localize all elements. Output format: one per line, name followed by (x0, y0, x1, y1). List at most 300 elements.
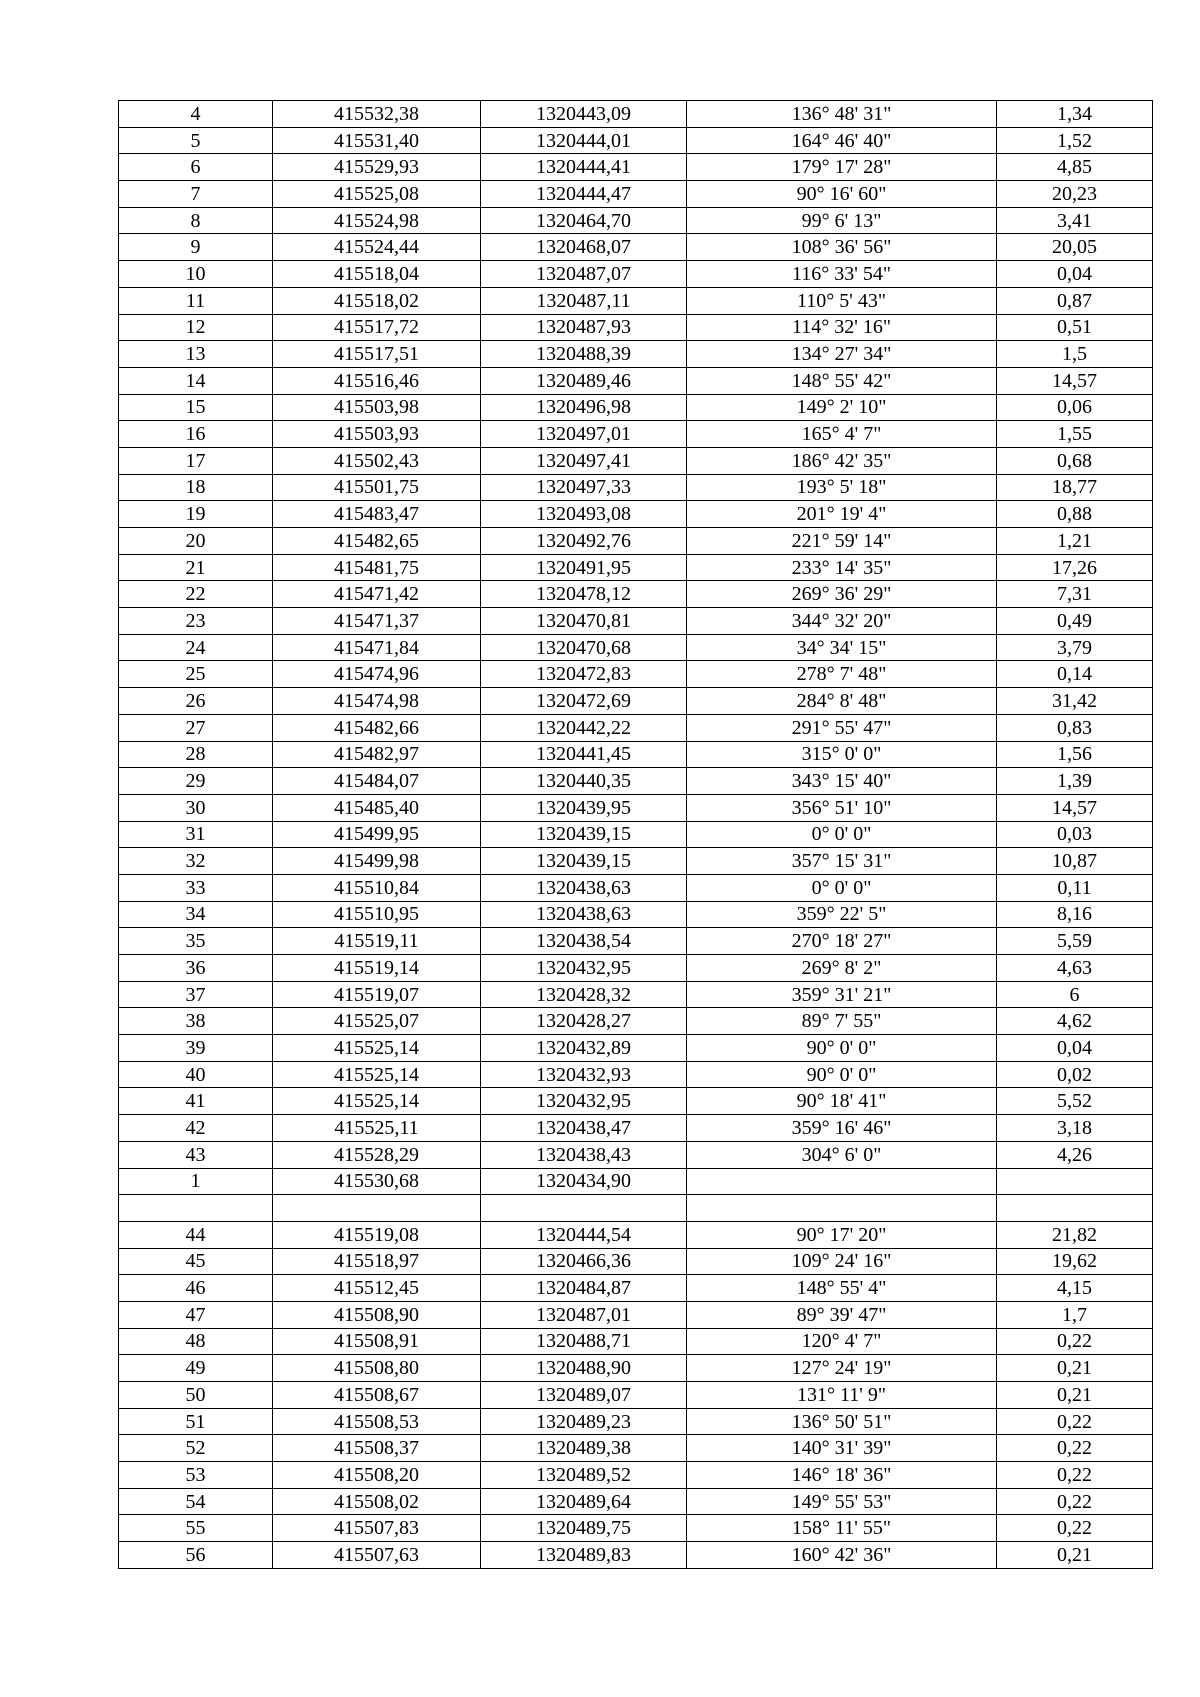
direction-angle-cell: 359° 22' 5" (687, 901, 997, 928)
table-row (119, 341, 1153, 368)
distance-cell: 8,16 (997, 901, 1153, 928)
distance-cell: 5,52 (997, 1088, 1153, 1115)
direction-angle-cell: 160° 42' 36" (687, 1542, 997, 1569)
direction-angle-cell: 89° 39' 47" (687, 1301, 997, 1328)
point-number-cell: 32 (119, 848, 273, 875)
point-number-cell: 16 (119, 421, 273, 448)
point-number-cell: 28 (119, 741, 273, 768)
point-number-cell: 26 (119, 688, 273, 715)
distance-cell: 0,02 (997, 1061, 1153, 1088)
y-coordinate-cell: 1320489,07 (481, 1382, 687, 1409)
table-row (119, 261, 1153, 288)
table-row (119, 1275, 1153, 1302)
point-number-cell: 52 (119, 1435, 273, 1462)
x-coordinate-cell: 415532,38 (273, 101, 481, 128)
x-coordinate-cell: 415508,91 (273, 1328, 481, 1355)
y-coordinate-cell: 1320428,27 (481, 1008, 687, 1035)
point-number-cell: 11 (119, 287, 273, 314)
x-coordinate-cell: 415508,02 (273, 1488, 481, 1515)
x-coordinate-cell: 415502,43 (273, 447, 481, 474)
direction-angle-cell: 90° 0' 0" (687, 1061, 997, 1088)
y-coordinate-cell: 1320432,93 (481, 1061, 687, 1088)
direction-angle-cell: 114° 32' 16" (687, 314, 997, 341)
coordinates-table-body (119, 101, 1153, 1569)
table-row (119, 581, 1153, 608)
point-number-cell: 49 (119, 1355, 273, 1382)
direction-angle-cell: 158° 11' 55" (687, 1515, 997, 1542)
direction-angle-cell: 278° 7' 48" (687, 661, 997, 688)
direction-angle-cell: 90° 17' 20" (687, 1221, 997, 1248)
table-row (119, 1008, 1153, 1035)
table-row (119, 1088, 1153, 1115)
x-coordinate-cell: 415519,14 (273, 955, 481, 982)
table-row (119, 688, 1153, 715)
x-coordinate-cell: 415471,84 (273, 634, 481, 661)
direction-angle-cell: 344° 32' 20" (687, 608, 997, 635)
y-coordinate-cell: 1320432,95 (481, 955, 687, 982)
y-coordinate-cell: 1320438,43 (481, 1141, 687, 1168)
point-number-cell: 17 (119, 447, 273, 474)
x-coordinate-cell: 415508,53 (273, 1408, 481, 1435)
direction-angle-cell: 269° 36' 29" (687, 581, 997, 608)
direction-angle-cell: 89° 7' 55" (687, 1008, 997, 1035)
table-row (119, 1141, 1153, 1168)
y-coordinate-cell: 1320444,01 (481, 127, 687, 154)
distance-cell: 0,11 (997, 874, 1153, 901)
y-coordinate-cell: 1320464,70 (481, 207, 687, 234)
direction-angle-cell: 284° 8' 48" (687, 688, 997, 715)
y-coordinate-cell: 1320432,89 (481, 1035, 687, 1062)
point-number-cell: 36 (119, 955, 273, 982)
x-coordinate-cell: 415508,67 (273, 1382, 481, 1409)
y-coordinate-cell: 1320496,98 (481, 394, 687, 421)
x-coordinate-cell: 415484,07 (273, 768, 481, 795)
distance-cell: 5,59 (997, 928, 1153, 955)
y-coordinate-cell: 1320488,39 (481, 341, 687, 368)
point-number-cell: 7 (119, 181, 273, 208)
table-row (119, 1061, 1153, 1088)
y-coordinate-cell: 1320487,01 (481, 1301, 687, 1328)
point-number-cell: 8 (119, 207, 273, 234)
x-coordinate-cell (273, 1195, 481, 1222)
table-row (119, 768, 1153, 795)
x-coordinate-cell: 415524,98 (273, 207, 481, 234)
direction-angle-cell: 127° 24' 19" (687, 1355, 997, 1382)
point-number-cell: 22 (119, 581, 273, 608)
y-coordinate-cell: 1320487,11 (481, 287, 687, 314)
y-coordinate-cell: 1320489,52 (481, 1462, 687, 1489)
x-coordinate-cell: 415482,97 (273, 741, 481, 768)
table-row (119, 474, 1153, 501)
x-coordinate-cell: 415508,80 (273, 1355, 481, 1382)
distance-cell: 7,31 (997, 581, 1153, 608)
direction-angle-cell: 90° 16' 60" (687, 181, 997, 208)
table-row (119, 421, 1153, 448)
point-number-cell: 12 (119, 314, 273, 341)
y-coordinate-cell: 1320489,38 (481, 1435, 687, 1462)
x-coordinate-cell: 415519,11 (273, 928, 481, 955)
distance-cell: 1,5 (997, 341, 1153, 368)
point-number-cell: 48 (119, 1328, 273, 1355)
direction-angle-cell: 357° 15' 31" (687, 848, 997, 875)
y-coordinate-cell: 1320472,69 (481, 688, 687, 715)
table-row (119, 367, 1153, 394)
y-coordinate-cell: 1320497,01 (481, 421, 687, 448)
direction-angle-cell: 164° 46' 40" (687, 127, 997, 154)
x-coordinate-cell: 415517,51 (273, 341, 481, 368)
distance-cell: 1,55 (997, 421, 1153, 448)
table-row (119, 1328, 1153, 1355)
direction-angle-cell: 149° 2' 10" (687, 394, 997, 421)
distance-cell: 0,88 (997, 501, 1153, 528)
x-coordinate-cell: 415528,29 (273, 1141, 481, 1168)
distance-cell: 19,62 (997, 1248, 1153, 1275)
table-row (119, 181, 1153, 208)
direction-angle-cell: 109° 24' 16" (687, 1248, 997, 1275)
point-number-cell: 47 (119, 1301, 273, 1328)
x-coordinate-cell: 415482,65 (273, 528, 481, 555)
distance-cell: 4,63 (997, 955, 1153, 982)
table-row (119, 1435, 1153, 1462)
x-coordinate-cell: 415501,75 (273, 474, 481, 501)
y-coordinate-cell: 1320444,41 (481, 154, 687, 181)
distance-cell: 31,42 (997, 688, 1153, 715)
y-coordinate-cell: 1320468,07 (481, 234, 687, 261)
point-number-cell: 23 (119, 608, 273, 635)
x-coordinate-cell: 415519,07 (273, 981, 481, 1008)
x-coordinate-cell: 415481,75 (273, 554, 481, 581)
distance-cell: 0,04 (997, 261, 1153, 288)
distance-cell: 0,04 (997, 1035, 1153, 1062)
table-row (119, 1488, 1153, 1515)
distance-cell: 0,68 (997, 447, 1153, 474)
distance-cell: 20,05 (997, 234, 1153, 261)
x-coordinate-cell: 415510,84 (273, 874, 481, 901)
coordinates-table (118, 100, 1153, 1569)
table-row (119, 1382, 1153, 1409)
table-row (119, 1301, 1153, 1328)
direction-angle-cell (687, 1195, 997, 1222)
direction-angle-cell: 186° 42' 35" (687, 447, 997, 474)
x-coordinate-cell: 415530,68 (273, 1168, 481, 1195)
distance-cell (997, 1195, 1153, 1222)
point-number-cell: 41 (119, 1088, 273, 1115)
distance-cell: 0,21 (997, 1542, 1153, 1569)
point-number-cell: 38 (119, 1008, 273, 1035)
point-number-cell: 20 (119, 528, 273, 555)
table-row (119, 1462, 1153, 1489)
table-row (119, 528, 1153, 555)
table-row (119, 714, 1153, 741)
table-row (119, 287, 1153, 314)
direction-angle-cell: 90° 0' 0" (687, 1035, 997, 1062)
x-coordinate-cell: 415510,95 (273, 901, 481, 928)
distance-cell: 0,87 (997, 287, 1153, 314)
direction-angle-cell: 0° 0' 0" (687, 821, 997, 848)
point-number-cell: 15 (119, 394, 273, 421)
direction-angle-cell: 315° 0' 0" (687, 741, 997, 768)
y-coordinate-cell: 1320487,07 (481, 261, 687, 288)
table-row (119, 154, 1153, 181)
point-number-cell: 31 (119, 821, 273, 848)
y-coordinate-cell: 1320484,87 (481, 1275, 687, 1302)
y-coordinate-cell: 1320488,90 (481, 1355, 687, 1382)
distance-cell: 1,7 (997, 1301, 1153, 1328)
direction-angle-cell: 134° 27' 34" (687, 341, 997, 368)
point-number-cell: 43 (119, 1141, 273, 1168)
direction-angle-cell: 131° 11' 9" (687, 1382, 997, 1409)
y-coordinate-cell (481, 1195, 687, 1222)
table-row (119, 101, 1153, 128)
x-coordinate-cell: 415524,44 (273, 234, 481, 261)
y-coordinate-cell: 1320493,08 (481, 501, 687, 528)
point-number-cell: 51 (119, 1408, 273, 1435)
x-coordinate-cell: 415503,93 (273, 421, 481, 448)
x-coordinate-cell: 415485,40 (273, 794, 481, 821)
y-coordinate-cell: 1320438,63 (481, 901, 687, 928)
direction-angle-cell: 221° 59' 14" (687, 528, 997, 555)
direction-angle-cell: 356° 51' 10" (687, 794, 997, 821)
y-coordinate-cell: 1320442,22 (481, 714, 687, 741)
y-coordinate-cell: 1320434,90 (481, 1168, 687, 1195)
direction-angle-cell (687, 1168, 997, 1195)
y-coordinate-cell: 1320497,41 (481, 447, 687, 474)
point-number-cell: 4 (119, 101, 273, 128)
point-number-cell (119, 1195, 273, 1222)
point-number-cell: 44 (119, 1221, 273, 1248)
x-coordinate-cell: 415499,98 (273, 848, 481, 875)
x-coordinate-cell: 415525,14 (273, 1061, 481, 1088)
distance-cell: 3,18 (997, 1115, 1153, 1142)
point-number-cell: 45 (119, 1248, 273, 1275)
distance-cell: 3,79 (997, 634, 1153, 661)
direction-angle-cell: 120° 4' 7" (687, 1328, 997, 1355)
x-coordinate-cell: 415471,37 (273, 608, 481, 635)
x-coordinate-cell: 415507,83 (273, 1515, 481, 1542)
direction-angle-cell: 304° 6' 0" (687, 1141, 997, 1168)
distance-cell (997, 1168, 1153, 1195)
point-number-cell: 27 (119, 714, 273, 741)
distance-cell: 0,49 (997, 608, 1153, 635)
direction-angle-cell: 90° 18' 41" (687, 1088, 997, 1115)
point-number-cell: 55 (119, 1515, 273, 1542)
table-row (119, 1115, 1153, 1142)
point-number-cell: 46 (119, 1275, 273, 1302)
y-coordinate-cell: 1320438,47 (481, 1115, 687, 1142)
direction-angle-cell: 146° 18' 36" (687, 1462, 997, 1489)
table-row (119, 741, 1153, 768)
table-row (119, 554, 1153, 581)
y-coordinate-cell: 1320489,83 (481, 1542, 687, 1569)
x-coordinate-cell: 415525,11 (273, 1115, 481, 1142)
table-row (119, 1195, 1153, 1222)
direction-angle-cell: 140° 31' 39" (687, 1435, 997, 1462)
direction-angle-cell: 165° 4' 7" (687, 421, 997, 448)
point-number-cell: 50 (119, 1382, 273, 1409)
table-row (119, 1035, 1153, 1062)
y-coordinate-cell: 1320497,33 (481, 474, 687, 501)
x-coordinate-cell: 415508,37 (273, 1435, 481, 1462)
x-coordinate-cell: 415518,02 (273, 287, 481, 314)
y-coordinate-cell: 1320472,83 (481, 661, 687, 688)
y-coordinate-cell: 1320443,09 (481, 101, 687, 128)
table-row (119, 1248, 1153, 1275)
distance-cell: 14,57 (997, 794, 1153, 821)
point-number-cell: 13 (119, 341, 273, 368)
distance-cell: 0,03 (997, 821, 1153, 848)
point-number-cell: 10 (119, 261, 273, 288)
point-number-cell: 5 (119, 127, 273, 154)
table-row (119, 608, 1153, 635)
point-number-cell: 33 (119, 874, 273, 901)
x-coordinate-cell: 415517,72 (273, 314, 481, 341)
direction-angle-cell: 233° 14' 35" (687, 554, 997, 581)
distance-cell: 1,39 (997, 768, 1153, 795)
distance-cell: 0,06 (997, 394, 1153, 421)
x-coordinate-cell: 415503,98 (273, 394, 481, 421)
table-row (119, 207, 1153, 234)
point-number-cell: 24 (119, 634, 273, 661)
distance-cell: 4,15 (997, 1275, 1153, 1302)
point-number-cell: 9 (119, 234, 273, 261)
direction-angle-cell: 34° 34' 15" (687, 634, 997, 661)
table-row (119, 794, 1153, 821)
table-row (119, 955, 1153, 982)
x-coordinate-cell: 415508,90 (273, 1301, 481, 1328)
point-number-cell: 54 (119, 1488, 273, 1515)
point-number-cell: 14 (119, 367, 273, 394)
direction-angle-cell: 136° 50' 51" (687, 1408, 997, 1435)
x-coordinate-cell: 415518,04 (273, 261, 481, 288)
x-coordinate-cell: 415525,14 (273, 1088, 481, 1115)
y-coordinate-cell: 1320444,47 (481, 181, 687, 208)
direction-angle-cell: 149° 55' 53" (687, 1488, 997, 1515)
distance-cell: 1,34 (997, 101, 1153, 128)
point-number-cell: 19 (119, 501, 273, 528)
x-coordinate-cell: 415471,42 (273, 581, 481, 608)
direction-angle-cell: 359° 31' 21" (687, 981, 997, 1008)
distance-cell: 4,85 (997, 154, 1153, 181)
direction-angle-cell: 0° 0' 0" (687, 874, 997, 901)
direction-angle-cell: 99° 6' 13" (687, 207, 997, 234)
y-coordinate-cell: 1320440,35 (481, 768, 687, 795)
distance-cell: 10,87 (997, 848, 1153, 875)
point-number-cell: 40 (119, 1061, 273, 1088)
distance-cell: 18,77 (997, 474, 1153, 501)
direction-angle-cell: 108° 36' 56" (687, 234, 997, 261)
table-row (119, 1355, 1153, 1382)
distance-cell: 0,51 (997, 314, 1153, 341)
x-coordinate-cell: 415499,95 (273, 821, 481, 848)
table-row (119, 1542, 1153, 1569)
direction-angle-cell: 193° 5' 18" (687, 474, 997, 501)
direction-angle-cell: 110° 5' 43" (687, 287, 997, 314)
distance-cell: 4,26 (997, 1141, 1153, 1168)
y-coordinate-cell: 1320438,54 (481, 928, 687, 955)
point-number-cell: 21 (119, 554, 273, 581)
y-coordinate-cell: 1320489,23 (481, 1408, 687, 1435)
table-row (119, 1168, 1153, 1195)
y-coordinate-cell: 1320438,63 (481, 874, 687, 901)
x-coordinate-cell: 415508,20 (273, 1462, 481, 1489)
point-number-cell: 18 (119, 474, 273, 501)
x-coordinate-cell: 415525,08 (273, 181, 481, 208)
table-row (119, 1221, 1153, 1248)
y-coordinate-cell: 1320441,45 (481, 741, 687, 768)
point-number-cell: 29 (119, 768, 273, 795)
table-row (119, 1515, 1153, 1542)
direction-angle-cell: 269° 8' 2" (687, 955, 997, 982)
direction-angle-cell: 270° 18' 27" (687, 928, 997, 955)
x-coordinate-cell: 415529,93 (273, 154, 481, 181)
distance-cell: 1,52 (997, 127, 1153, 154)
y-coordinate-cell: 1320478,12 (481, 581, 687, 608)
point-number-cell: 53 (119, 1462, 273, 1489)
y-coordinate-cell: 1320470,68 (481, 634, 687, 661)
x-coordinate-cell: 415474,96 (273, 661, 481, 688)
y-coordinate-cell: 1320491,95 (481, 554, 687, 581)
x-coordinate-cell: 415518,97 (273, 1248, 481, 1275)
y-coordinate-cell: 1320466,36 (481, 1248, 687, 1275)
distance-cell: 1,56 (997, 741, 1153, 768)
y-coordinate-cell: 1320489,46 (481, 367, 687, 394)
table-row (119, 234, 1153, 261)
distance-cell: 0,83 (997, 714, 1153, 741)
table-row (119, 874, 1153, 901)
distance-cell: 0,22 (997, 1515, 1153, 1542)
y-coordinate-cell: 1320439,15 (481, 848, 687, 875)
distance-cell: 0,21 (997, 1355, 1153, 1382)
y-coordinate-cell: 1320439,15 (481, 821, 687, 848)
y-coordinate-cell: 1320489,75 (481, 1515, 687, 1542)
direction-angle-cell: 291° 55' 47" (687, 714, 997, 741)
direction-angle-cell: 201° 19' 4" (687, 501, 997, 528)
distance-cell: 0,21 (997, 1382, 1153, 1409)
distance-cell: 0,22 (997, 1488, 1153, 1515)
direction-angle-cell: 148° 55' 4" (687, 1275, 997, 1302)
direction-angle-cell: 359° 16' 46" (687, 1115, 997, 1142)
distance-cell: 0,22 (997, 1462, 1153, 1489)
table-row (119, 501, 1153, 528)
table-row (119, 447, 1153, 474)
y-coordinate-cell: 1320487,93 (481, 314, 687, 341)
x-coordinate-cell: 415525,14 (273, 1035, 481, 1062)
distance-cell: 3,41 (997, 207, 1153, 234)
y-coordinate-cell: 1320488,71 (481, 1328, 687, 1355)
distance-cell: 0,22 (997, 1408, 1153, 1435)
table-row (119, 928, 1153, 955)
distance-cell: 0,22 (997, 1328, 1153, 1355)
table-row (119, 848, 1153, 875)
table-row (119, 821, 1153, 848)
point-number-cell: 1 (119, 1168, 273, 1195)
point-number-cell: 56 (119, 1542, 273, 1569)
direction-angle-cell: 179° 17' 28" (687, 154, 997, 181)
direction-angle-cell: 343° 15' 40" (687, 768, 997, 795)
point-number-cell: 39 (119, 1035, 273, 1062)
table-row (119, 901, 1153, 928)
x-coordinate-cell: 415519,08 (273, 1221, 481, 1248)
y-coordinate-cell: 1320428,32 (481, 981, 687, 1008)
distance-cell: 4,62 (997, 1008, 1153, 1035)
distance-cell: 17,26 (997, 554, 1153, 581)
point-number-cell: 25 (119, 661, 273, 688)
x-coordinate-cell: 415507,63 (273, 1542, 481, 1569)
point-number-cell: 6 (119, 154, 273, 181)
table-row (119, 661, 1153, 688)
distance-cell: 1,21 (997, 528, 1153, 555)
table-row (119, 981, 1153, 1008)
